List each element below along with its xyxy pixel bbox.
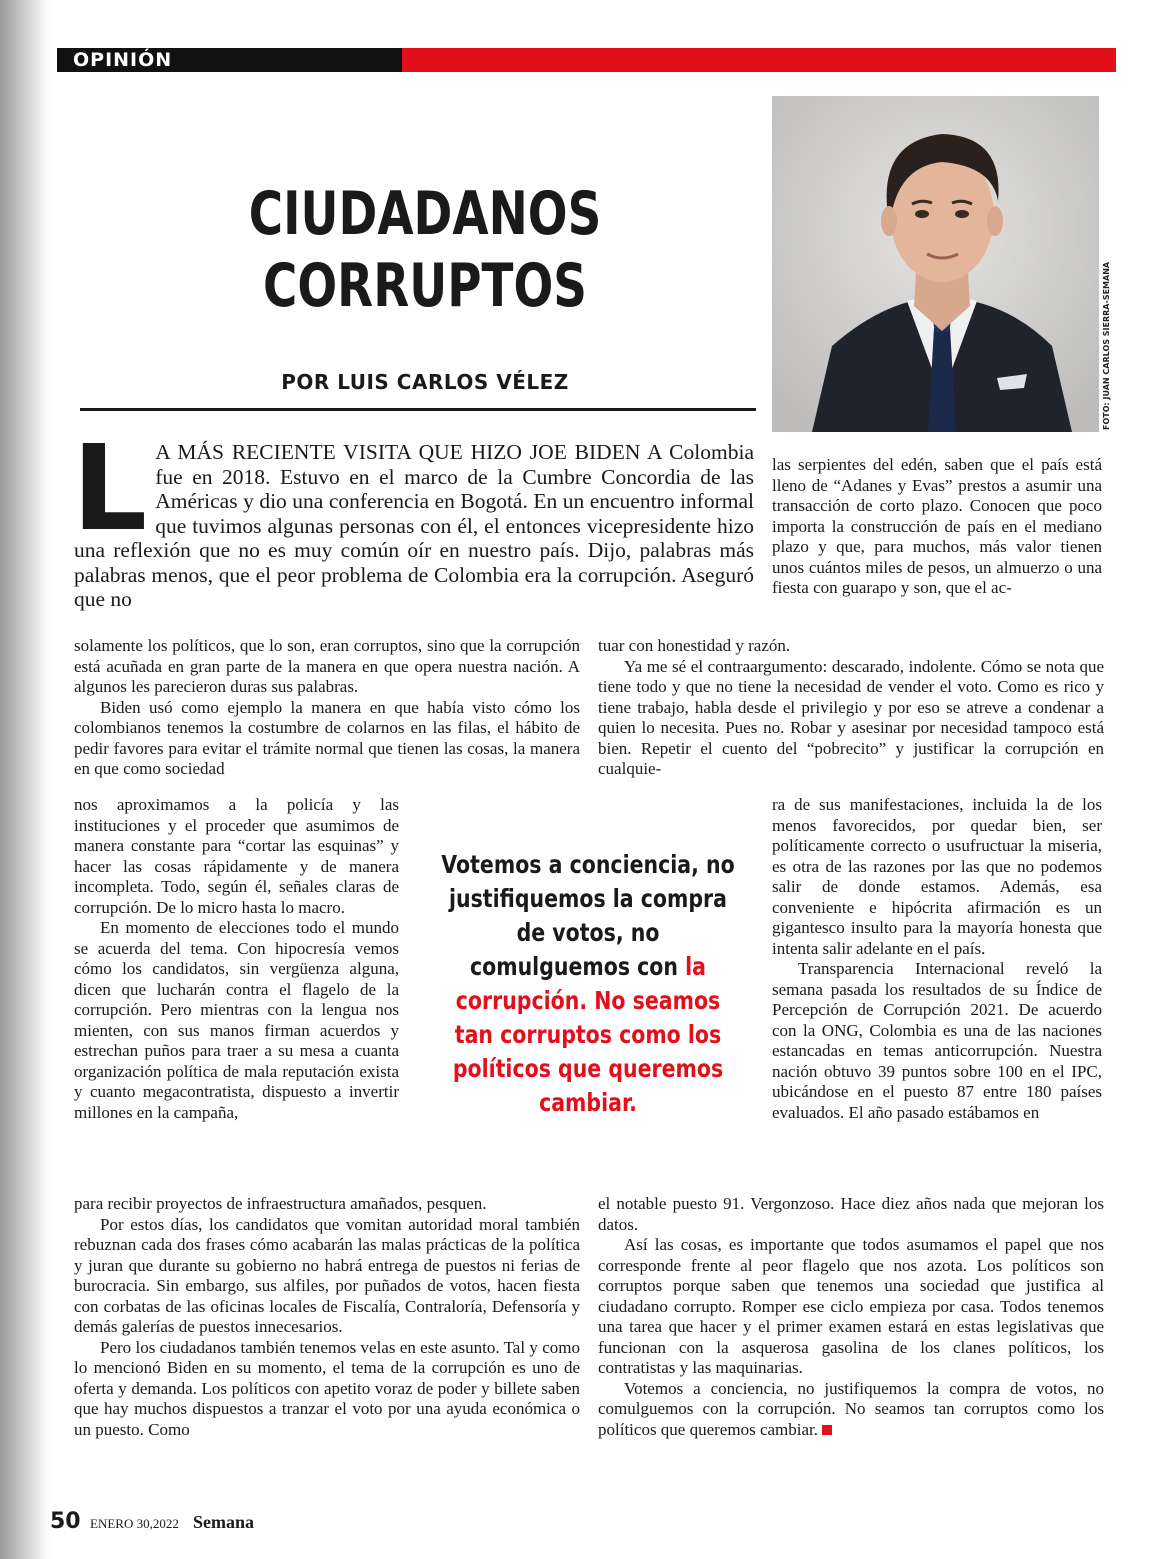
paragraph: ra de sus manifestaciones, incluida la de los menos favorecidos, por quedar bien, ser políticamente correcto o usufructuar la miseria, es otra de las razones por las que no podemos salir de donde estamos. Además, esa conveniente e hipócrita afirmación es un gigantesco insulto para la mayoría honesta que intenta salir adelante en el país. xyxy=(772,795,1102,958)
author-photo xyxy=(772,96,1099,432)
photo-credit xyxy=(1102,261,1114,430)
article-byline: POR LUIS CARLOS VÉLEZ xyxy=(281,370,569,394)
article-title-line1: CIUDADANOS xyxy=(248,179,602,249)
section-header-bar xyxy=(57,48,1116,72)
magazine-page xyxy=(50,0,1165,1559)
pull-quote-black-text: Votemos a conciencia, no justifiquemos la compra de votos, no comulguemos con xyxy=(441,850,735,981)
paragraph: En momento de elecciones todo el mundo se acuerda del tema. Con hipocresía vemos cómo los candidatos, sin vergüenza alguna, dicen que lucharán contra el flagelo de la corrupción. Pero mientras con la lengua nos mienten, con sus manos firman acuerdos y estrechan puños para traer a su mesa a cuanta organización política de mala reputación exista y cuanto megacontratista, dispuesto a invertir millones en la campaña, xyxy=(74,918,399,1122)
article-title-line2: CORRUPTOS xyxy=(263,251,587,321)
column-left-bottom xyxy=(74,1194,580,1440)
section-label: OPINIÓN xyxy=(73,49,173,71)
column-right-top xyxy=(772,455,1102,599)
paragraph: Transparencia Internacional reveló la semana pasada los resultados de su Índice de Percepción de Corrupción 2021. De acuerdo con la ONG, Colombia es una de las naciones estancadas en temas anticorrupción. Nuestra nación obtuvo 39 puntos sobre 100 en el IPC, ubicándose en el puesto 87 entre 180 países evaluados. El año pasado estábamos en xyxy=(772,959,1102,1122)
pull-quote xyxy=(438,848,738,1120)
page-number: 50 xyxy=(50,1509,81,1534)
column-left-top xyxy=(74,636,580,780)
paragraph: nos aproximamos a la policía y las instituciones y el proceder que asumimos de manera constante para “cortar las esquinas” y hacer las cosas rápidamente y de manera incompleta. Todo, según él, señales claras de corrupción. De lo micro hasta lo macro. xyxy=(74,795,399,917)
paragraph: Así las cosas, es importante que todos asumamos el papel que nos corresponde frente al peor flagelo que nos azota. Los políticos son corruptos porque saben que tenemos una sociedad que justifica al ciudadano corrupto. Romper ese ciclo empieza por casa. Todos tenemos una tarea que hacer y el primer examen estará en estas legislativas que funcionan con la asquerosa gasolina de los clanes políticos, los contratistas y las maquinarias. xyxy=(598,1235,1104,1377)
paragraph: Biden usó como ejemplo la manera en que había visto cómo los colombianos tenemos la costumbre de colarnos en las filas, el hábito de pedir favores para evitar el trámite normal que tienen las cosas, la manera en que como sociedad xyxy=(74,697,580,778)
photo-credit-text: FOTO: JUAN CARLOS SIERRA-SEMANA xyxy=(1102,261,1111,430)
final-paragraph-text: Votemos a conciencia, no justifiquemos la compra de votos, no comulguemos con la corrupción. No seamos tan corruptos como los políticos que queremos cambiar. xyxy=(598,1378,1104,1439)
article-title xyxy=(156,178,694,322)
author-portrait-image xyxy=(772,96,1099,432)
paragraph: Pero los ciudadanos también tenemos velas en este asunto. Tal y como lo mencionó Biden en su momento, el tema de la corrupción es uno de oferta y demanda. Los políticos con apetito voraz de poder y billete saben que hay muchos dispuestos a tranzar el voto por una ayuda económica o un puesto. Como xyxy=(74,1337,580,1439)
drop-cap: L xyxy=(72,419,148,557)
section-bar-red xyxy=(402,48,1116,72)
paragraph: solamente los políticos, que lo son, eran corruptos, sino que la corrupción está acuñada en gran parte de la manera en que opera nuestra nación. A algunos les parecieron duras sus palabras. xyxy=(74,636,580,696)
column-right-wide xyxy=(598,636,1104,780)
column-right-narrow xyxy=(772,795,1102,1123)
paragraph: el notable puesto 91. Vergonzoso. Hace diez años nada que mejoran los datos. xyxy=(598,1194,1104,1234)
column-right-bottom xyxy=(598,1194,1104,1440)
paragraph: para recibir proyectos de infraestructura amañados, pesquen. xyxy=(74,1194,487,1213)
paragraph: tuar con honestidad y razón. xyxy=(598,636,791,655)
issue-date: ENERO 30,2022 xyxy=(90,1516,179,1531)
pull-quote-red-text: la corrupción. No seamos tan corruptos como los políticos que queremos cambiar. xyxy=(452,952,724,1117)
page-footer xyxy=(50,1509,450,1539)
paragraph: Ya me sé el contraargumento: descarado, indolente. Cómo se nota que tiene todo y que no tiene la necesidad de vender el voto. Como es rico y tiene trabajo, habla desde el privilegio y por eso se atreve a condenar a quien lo necesita. Pues no. Robar y asesinar por necesidad tampoco está bien. Repetir el cuento del “pobrecito” y justificar la corrupción en cualquie- xyxy=(598,656,1104,778)
page-spine-shadow xyxy=(0,0,50,1559)
magazine-name: Semana xyxy=(193,1512,255,1532)
byline-divider xyxy=(80,408,756,411)
paragraph: las serpientes del edén, saben que el país está lleno de “Adanes y Evas” prestos a asumir una transacción de corto plazo. Conocen que poco importa la construcción de país en el mediano plazo y que, para muchos, más valor tienen unos cuántos miles de pesos, un almuerzo o una fiesta con guarapo y son, que el ac- xyxy=(772,455,1102,597)
paragraph: Por estos días, los candidatos que vomitan autoridad moral también rebuznan cada dos frases cómo acabarán las malas prácticas de la política y juran que durante su gobierno no habrá entrega de puestos ni ferias de burocracia. Sin embargo, sus alfiles, por puñados de votos, hacen fiesta con corbatas de las oficinas locales de Fiscalía, Contraloría, Defensoría y demás galerías de puestos innecesarios. xyxy=(74,1214,580,1336)
lead-paragraph xyxy=(72,419,754,612)
end-mark-icon xyxy=(822,1425,832,1435)
paragraph-final xyxy=(598,1379,1104,1441)
lead-text: A MÁS RECIENTE VISITA QUE HIZO JOE BIDEN A Colombia fue en 2018. Estuvo en el marco de la Cumbre Concordia de las Américas y dio una conferencia en Bogotá. En un encuentro informal que tuvimos algunas personas con él, el entonces vicepresidente hizo una reflexión que no es muy común oír en nuestro país. Dijo, palabras más palabras menos, que el peor problema de Colombia era la corrupción. Aseguró que no xyxy=(74,440,754,611)
column-left-narrow xyxy=(74,795,399,1123)
